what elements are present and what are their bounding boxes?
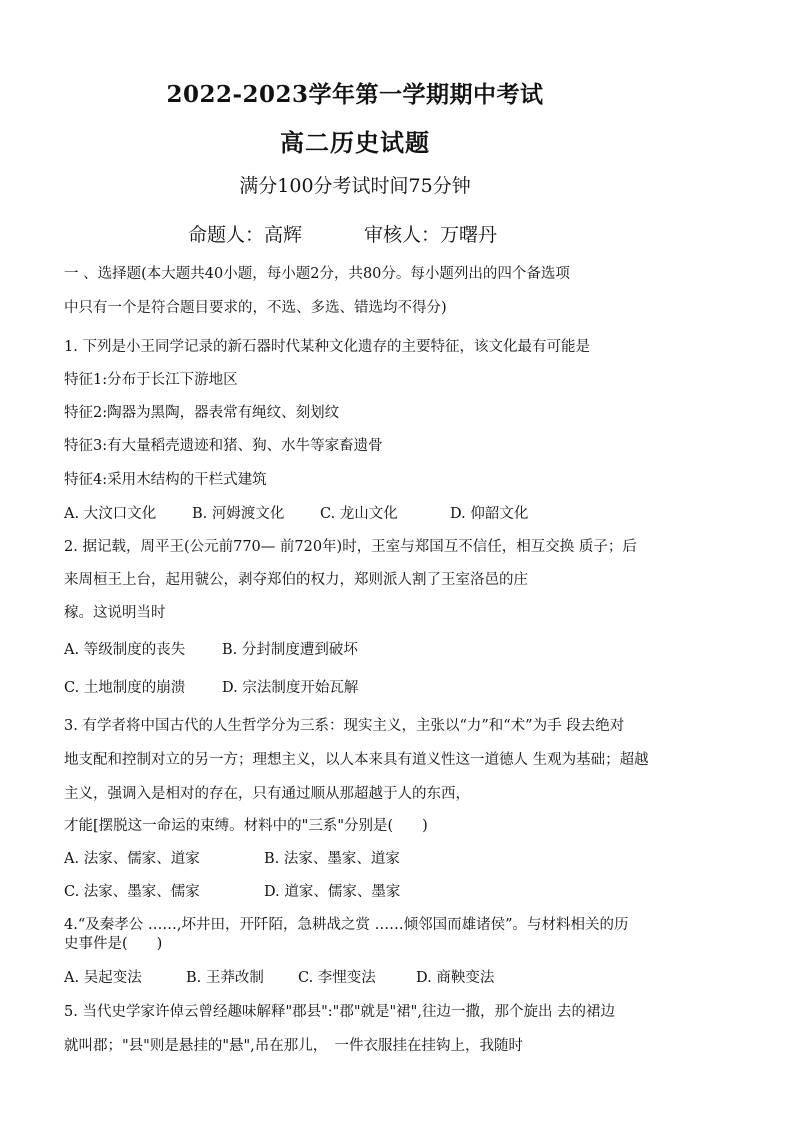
- q3-line-2: 地支配和控制对立的另一方；理想主义，以人本来具有道义性这一道德人 生观为基础；超越: [64, 752, 649, 768]
- exam-title: 2022-2023学年第一学期期中考试: [166, 81, 544, 108]
- q2-options-row-1: [64, 638, 358, 659]
- q1-feature-3: 特征3:有大量稻壳遗迹和猪、狗、水牛等家畜遗骨: [64, 438, 383, 454]
- author: 命题人：高辉: [188, 224, 303, 246]
- q1-feature-2: 特征2:陶器为黑陶，器表常有绳纹、刻划纹: [64, 405, 340, 421]
- q4-option-c: C. 李悝变法: [298, 970, 376, 986]
- q3-option-b: B. 法家、墨家、道家: [264, 851, 400, 867]
- q3-options-row-2: [64, 880, 400, 901]
- q5-line-1: 5. 当代史学家许倬云曾经趣味解释"郡县":"郡"就是"裙",往边一撒，那个旋出 去的裙边: [64, 1004, 616, 1020]
- q4-option-d: D. 商鞅变法: [416, 970, 495, 986]
- q2-line-3: 稼。这说明当时: [64, 605, 166, 621]
- q3-options-row-1: [64, 847, 400, 868]
- score-and-time: 满分100分考试时间75分钟: [239, 175, 471, 197]
- q1-options: [64, 502, 528, 523]
- q1-option-b: B. 河姆渡文化: [192, 506, 285, 522]
- q3-option-d: D. 道家、儒家、墨家: [264, 884, 401, 900]
- q4-line-2: 史事件是( ): [64, 936, 163, 952]
- q2-option-c: C. 土地制度的崩溃: [64, 680, 186, 696]
- q1-option-a: A. 大汶口文化: [64, 506, 157, 522]
- reviewer: 审核人：万曙丹: [364, 224, 498, 246]
- q3-option-c: C. 法家、墨家、儒家: [64, 884, 200, 900]
- q3-option-a: A. 法家、儒家、道家: [64, 851, 200, 867]
- q5-line-2: 就叫郡；"县"则是悬挂的"悬",吊在那儿， 一件衣服挂在挂钩上，我随时: [64, 1038, 524, 1054]
- q4-line-1: 4.“及秦孝公 ……,坏井田，开阡陌，急耕战之赏 ……倾邻国而雄诸侯”。与材料相关的历: [64, 917, 629, 933]
- q4-options: [64, 966, 494, 987]
- q1-feature-4: 特征4:采用木结构的干栏式建筑: [64, 472, 267, 488]
- q3-line-3: 主义，强调入是相对的存在，只有通过顺从那超越于人的东西，: [64, 786, 470, 802]
- section-instructions-line-1: 一 、选择题(本大题共40小题，每小题2分，共80分。每小题列出的四个备选项: [64, 266, 570, 282]
- q2-options-row-2: [64, 676, 358, 697]
- q4-option-a: A. 吴起变法: [64, 970, 142, 986]
- q3-line-1: 3. 有学者将中国古代的人生哲学分为三系：现实主义，主张以“力”和“术”为手 段去绝对: [64, 718, 625, 734]
- q1-option-c: C. 龙山文化: [320, 506, 398, 522]
- q2-line-1: 2. 据记载，周平王(公元前770— 前720年)时，王室与郑国互不信任，相互交换 质子；后: [64, 539, 637, 555]
- q1-option-d: D. 仰韶文化: [450, 506, 529, 522]
- exam-subject: 高二历史试题: [280, 128, 430, 157]
- q2-option-b: B. 分封制度遭到破坏: [222, 642, 358, 658]
- section-instructions-line-2: 中只有一个是符合题目要求的，不选、多选、错选均不得分): [64, 300, 447, 316]
- q2-option-d: D. 宗法制度开始瓦解: [222, 680, 359, 696]
- q3-line-4: 才能[摆脱这一命运的束缚。材料中的"三系"分别是( ): [64, 818, 428, 834]
- q1-feature-1: 特征1:分布于长江下游地区: [64, 372, 238, 388]
- q2-option-a: A. 等级制度的丧失: [64, 642, 186, 658]
- authors-line: [188, 220, 497, 247]
- q1-stem: 1. 下列是小王同学记录的新石器时代某种文化遗存的主要特征，该文化最有可能是: [64, 339, 590, 355]
- q4-option-b: B. 王莽改制: [186, 970, 264, 986]
- q2-line-2: 来周桓王上台，起用虢公，剥夺郑伯的权力，郑则派人割了王室洛邑的庄: [64, 572, 528, 588]
